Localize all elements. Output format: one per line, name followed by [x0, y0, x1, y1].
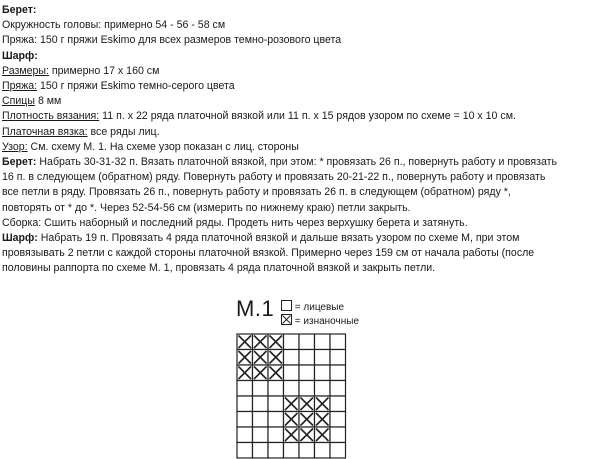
knit-stitch-cell [268, 412, 284, 428]
purl-stitch-cell [284, 427, 300, 443]
document-text [2, 3, 598, 277]
purl-stitch-cell [284, 412, 300, 428]
section-heading: Берет: [2, 4, 37, 16]
section-heading: Берет: [2, 156, 37, 169]
text-segment: 11 п. х 22 ряда платочной вязкой или 11 п. х 15 рядов узором по схеме = 10 х 10 см. [99, 110, 516, 123]
text-line [2, 170, 598, 185]
knit-stitch-cell [237, 427, 253, 443]
text-line [2, 94, 598, 109]
purl-stitch-cell [315, 412, 331, 428]
text-segment: все петли в ряду. Провязать 26 п., повернуть работу и провязать 26 п. в следующем (обратном) ряду *, [2, 186, 511, 199]
text-line [2, 79, 598, 94]
knit-stitch-cell [268, 381, 284, 397]
text-segment: Сборка: Сшить наборный и последний ряды. Продеть нить через верхушку берета и затянуть. [2, 216, 468, 229]
legend-knit [281, 300, 344, 312]
knit-stitch-cell [330, 396, 346, 412]
text-line [2, 64, 598, 79]
purl-stitch-cell [253, 365, 269, 381]
legend-purl [281, 314, 359, 326]
legend-knit-label: = лицевые [294, 302, 345, 313]
knit-stitch-cell [284, 443, 300, 459]
text-segment: все ряды лиц. [87, 125, 160, 138]
text-line [2, 125, 598, 140]
knit-stitch-cell [237, 381, 253, 397]
purl-stitch-cell [268, 365, 284, 381]
field-label: Узор: [2, 140, 28, 153]
knit-stitch-cell [237, 396, 253, 412]
text-line [2, 246, 598, 261]
knit-stitch-cell [237, 412, 253, 428]
knit-stitch-cell [315, 350, 331, 366]
text-segment: 8 мм [35, 95, 62, 108]
section-heading: Шарф: [2, 232, 38, 245]
purl-stitch-cell [299, 396, 315, 412]
purl-stitch-cell [315, 427, 331, 443]
text-line [2, 18, 598, 33]
text-segment: Набрать 30-31-32 п. Вязать платочной вязкой, при этом: * провязать 26 п., повернуть работу и провязать [36, 156, 558, 169]
knit-stitch-cell [330, 365, 346, 381]
purl-stitch-cell [284, 396, 300, 412]
text-line [2, 216, 598, 231]
knit-stitch-cell [284, 381, 300, 397]
knit-stitch-cell [284, 350, 300, 366]
field-label: Пряжа: [2, 80, 38, 93]
knit-stitch-cell [299, 381, 315, 397]
text-line [2, 201, 598, 216]
purl-stitch-cell [268, 334, 284, 350]
legend-purl-label: = изнаночные [294, 316, 359, 327]
section-heading: Шарф: [2, 49, 38, 62]
purl-stitch-cell [237, 365, 253, 381]
knit-stitch-cell [299, 350, 315, 366]
text-segment: 150 г пряжи Eskimo темно-серого цвета [37, 80, 235, 93]
knit-stitch-cell [315, 443, 331, 459]
purl-stitch-cell [253, 334, 269, 350]
knit-stitch-cell [237, 443, 253, 459]
text-segment: провязывать 2 петли с каждой стороны платочной вязкой. Примерно через 159 см от начала работы (после [2, 247, 535, 260]
knit-stitch-cell [284, 334, 300, 350]
purl-stitch-cell [268, 350, 284, 366]
text-line [2, 109, 598, 124]
text-segment: повторять от * до *. Через 52-54-56 см (измерить по нижнему краю) петли закрыть. [2, 201, 411, 214]
text-line [2, 261, 598, 276]
purl-stitch-cell [237, 334, 253, 350]
knit-stitch-cell [253, 396, 269, 412]
knit-stitch-cell [315, 334, 331, 350]
text-line [2, 33, 598, 48]
field-label: Спицы [2, 95, 35, 108]
text-segment: Окружность головы: примерно 54 - 56 - 58 см [2, 19, 226, 32]
knit-stitch-cell [330, 412, 346, 428]
knit-stitch-cell [299, 365, 315, 381]
text-segment: См. схему М. 1. На схеме узор показан с лиц. стороны [27, 140, 299, 153]
text-line [2, 231, 598, 246]
text-segment: половины раппорта по схеме М. 1, провязать 4 ряда платочной вязкой и закрыть петли. [2, 262, 436, 275]
knit-stitch-cell [268, 443, 284, 459]
knit-stitch-cell [299, 443, 315, 459]
text-segment: Пряжа: 150 г пряжи Eskimo для всех размеров темно-розового цвета [2, 34, 342, 47]
knit-stitch-cell [253, 381, 269, 397]
knit-stitch-cell [330, 350, 346, 366]
chart-title: М.1 [236, 296, 275, 321]
field-label: Платочная вязка: [2, 125, 88, 138]
knit-stitch-cell [284, 365, 300, 381]
text-segment: Набрать 19 п. Провязать 4 ряда платочной вязкой и дальше вязать узором по схеме М, при этом [37, 232, 520, 245]
crossed-square-icon [281, 314, 292, 325]
knit-stitch-cell [268, 396, 284, 412]
purl-stitch-cell [237, 350, 253, 366]
text-line [2, 140, 598, 155]
knit-stitch-cell [315, 381, 331, 397]
text-line [2, 3, 598, 18]
text-line [2, 155, 598, 170]
text-segment: 16 п. в следующем (обратном) ряду. Повернуть работу и провязать 20-21-22 п., повернуть работу и провязать [2, 171, 546, 184]
purl-stitch-cell [299, 427, 315, 443]
knit-stitch-cell [330, 443, 346, 459]
purl-stitch-cell [299, 412, 315, 428]
knit-stitch-cell [253, 427, 269, 443]
field-label: Плотность вязания: [2, 110, 100, 123]
knit-stitch-cell [268, 427, 284, 443]
purl-stitch-cell [315, 396, 331, 412]
text-segment: примерно 17 х 160 см [48, 64, 160, 77]
field-label: Размеры: [2, 64, 49, 77]
purl-stitch-cell [253, 350, 269, 366]
knit-stitch-cell [315, 365, 331, 381]
knit-stitch-cell [330, 381, 346, 397]
knit-stitch-cell [299, 334, 315, 350]
text-line [2, 49, 598, 64]
empty-square-icon [281, 300, 292, 311]
knit-stitch-cell [253, 443, 269, 459]
pattern-grid [236, 333, 347, 459]
knit-stitch-cell [253, 412, 269, 428]
knitting-chart-m1 [236, 296, 436, 443]
knit-stitch-cell [330, 334, 346, 350]
knit-stitch-cell [330, 427, 346, 443]
text-line [2, 185, 598, 200]
